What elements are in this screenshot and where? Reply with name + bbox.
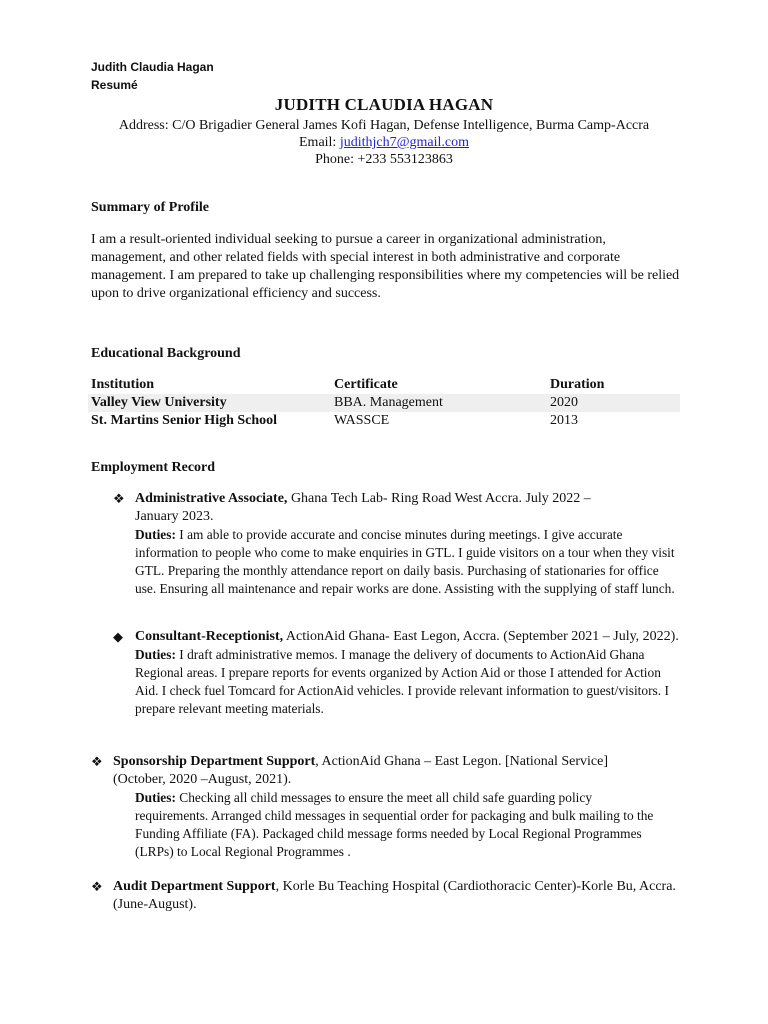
job-details: ActionAid Ghana- East Legon, Accra. (September 2021 – July, 2022).: [283, 629, 679, 644]
duties-text: I am able to provide accurate and concise minutes during meetings. I give accurate information to people who come to make enquiries in GTL. I guide visitors on a tour when they visit GTL. Preparing the monthly attendance report on daily basis. Purchasing of stationaries for office use. Ensuring all maintenance and repair works are done. Assisting with the supplying of staff lunch.: [135, 527, 675, 596]
employment-heading: Employment Record: [91, 460, 216, 475]
header-name: Judith Claudia Hagan: [91, 60, 214, 74]
duties-label: Duties:: [135, 790, 176, 805]
contact-email-label: Email:: [299, 135, 340, 150]
job-title: Consultant-Receptionist,: [135, 629, 284, 644]
job-details: Ghana Tech Lab- Ring Road West Accra. July 2022 – January 2023.: [135, 491, 591, 524]
education-heading: Educational Background: [91, 346, 241, 361]
contact-email-line: [0, 134, 768, 151]
contact-address: Address: C/O Brigadier General James Kofi Hagan, Defense Intelligence, Burma Camp-Accra: [118, 118, 650, 133]
job-title: Audit Department Support: [113, 879, 276, 894]
contact-email-link[interactable]: judithjch7@gmail.com: [339, 135, 469, 150]
institution-cell: St. Martins Senior High School: [91, 413, 278, 428]
summary-heading: Summary of Profile: [91, 200, 209, 215]
diamond-bullet-icon: ❖: [113, 491, 125, 506]
job-entry: [135, 490, 675, 598]
institution-cell: Valley View University: [88, 394, 331, 412]
duties-label: Duties:: [135, 527, 176, 542]
column-header-certificate: Certificate: [334, 377, 398, 392]
diamond-bullet-icon: ❖: [91, 879, 103, 894]
column-header-duration: Duration: [550, 377, 605, 392]
job-title: Administrative Associate,: [135, 491, 288, 506]
duties-text: Checking all child messages to ensure the meet all child safe guarding policy requirements. Arranged child messages in sequential order for packaging and bulk mailing to the Funding Affiliate (FA). Packaged child message forms needed by Local Regional Programmes (LRPs) to Local Regional Programmes .: [135, 790, 654, 859]
job-title: Sponsorship Department Support: [113, 754, 316, 769]
job-duties: [135, 646, 680, 718]
education-table: [88, 376, 680, 430]
table-row: [88, 412, 680, 430]
contact-phone: Phone: +233 553123863: [315, 152, 453, 167]
job-duties: [135, 526, 680, 598]
education-header-row: [88, 376, 680, 394]
certificate-cell: BBA. Management: [331, 394, 547, 412]
job-duties: [135, 789, 665, 861]
column-header-institution: Institution: [91, 377, 155, 392]
job-entry: [113, 878, 683, 914]
summary-text: I am a result-oriented individual seeking to pursue a career in organizational administration, management, and other related fields with special interest in both administrative and corporate management. I am prepared to take up challenging responsibilities where my competencies will be relied upon to drive organizational efficiency and success.: [91, 232, 680, 301]
duties-label: Duties:: [135, 647, 176, 662]
resume-name-title: JUDITH CLAUDIA HAGAN: [274, 95, 494, 114]
duties-text: I draft administrative memos. I manage the delivery of documents to ActionAid Ghana Regional areas. I prepare reports for events organized by Action Aid or those I attended for Action Aid. I check fuel Tomcard for ActionAid vehicles. I provide relevant information to guest/visitors. I prepare relevant meeting materials.: [135, 647, 669, 716]
header-doc-type: Resumé: [91, 78, 138, 92]
duration-cell: 2013: [550, 413, 578, 428]
certificate-cell: WASSCE: [334, 413, 390, 428]
duration-cell: 2020: [547, 394, 680, 412]
table-row: [88, 394, 680, 412]
job-details: , Korle Bu Teaching Hospital (Cardiothoracic Center)-Korle Bu, Accra. (June-August).: [113, 879, 676, 912]
job-details: , ActionAid Ghana – East Legon. [National Service] (October, 2020 –August, 2021).: [113, 754, 609, 787]
job-entry: [113, 753, 658, 861]
diamond-bullet-icon: ◆: [113, 629, 123, 644]
job-entry: [135, 628, 680, 718]
diamond-bullet-icon: ❖: [91, 754, 103, 769]
